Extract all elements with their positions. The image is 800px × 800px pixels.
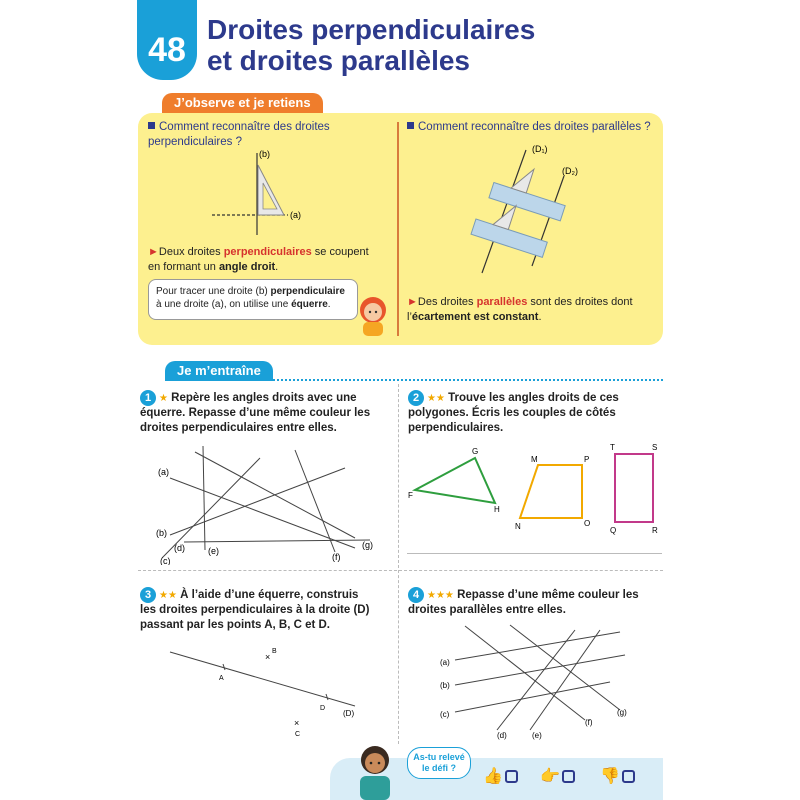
ex-line-1: Trouve les angles droits de ces (448, 392, 619, 404)
rule-text: Des droites (417, 296, 477, 308)
ex1-label-d: (d) (174, 543, 185, 553)
row-divider (138, 570, 663, 571)
question-line-1: Comment reconnaître des droites (159, 121, 330, 133)
label-d2: (D₂) (562, 166, 578, 176)
girl-character-icon (355, 292, 391, 336)
thumb-down-icon: 👎 (600, 768, 620, 785)
pt-t: T (610, 443, 615, 452)
pt-f: F (408, 491, 413, 500)
tip-text: Pour tracer une droite (b) (156, 286, 271, 297)
exercise-number: 2 (408, 390, 424, 406)
rect-tsrq (615, 454, 653, 522)
cross-c: × (294, 718, 300, 728)
observe-divider (397, 122, 399, 336)
ex-line-2: les droites perpendiculaires à la droite (D) (140, 604, 370, 616)
ex1-label-g: (g) (362, 540, 373, 550)
train-section-tab: Je m’entraîne (165, 361, 273, 381)
bullet-square-icon (407, 122, 414, 129)
exercise-2-figure (405, 440, 665, 545)
ex-line-1: Repère les angles droits avec une (171, 392, 357, 404)
answer-line (407, 553, 662, 554)
difficulty-stars: ★★ (159, 590, 177, 601)
ex1-line-f (295, 450, 335, 552)
exercise-3-instructions (140, 587, 369, 633)
question-line-2: perpendiculaires ? (148, 136, 242, 148)
rule-keyword-2: angle droit (218, 261, 276, 273)
pt-r: R (652, 526, 658, 535)
ex4-label-g: (g) (617, 708, 627, 717)
lesson-number-badge (137, 0, 197, 80)
ex4-label-f: (f) (585, 718, 593, 727)
tip-keyword: perpendiculaire (270, 286, 345, 297)
tick-a (223, 664, 225, 670)
triangle-fgh (415, 458, 495, 503)
ex4-label-c: (c) (440, 710, 450, 719)
quad-mpon (520, 465, 582, 518)
ex-line-1: À l’aide d’une équerre, construis (180, 589, 359, 601)
ex1-label-b: (b) (156, 528, 167, 538)
ex4-line-b (455, 655, 625, 685)
exercise-1-figure (140, 440, 390, 565)
arrow-right-icon: ► (407, 296, 418, 308)
ex1-line-e (203, 446, 205, 550)
pt-b: B (272, 648, 277, 655)
tip-end: . (327, 299, 331, 310)
parallel-figure (460, 138, 600, 283)
rule-text-2: l’ (407, 311, 412, 323)
ex1-label-a: (a) (158, 467, 169, 477)
lesson-number: 48 (148, 31, 186, 69)
ex1-label-e: (e) (208, 546, 219, 556)
rule-keyword: perpendiculaires (223, 246, 312, 258)
ex-line-2: droites parallèles entre elles. (408, 604, 566, 616)
thumb-up-icon: 👍 (483, 768, 503, 785)
ex-line-1: Repasse d’une même couleur les (457, 589, 639, 601)
rule-end: . (275, 261, 279, 273)
ex4-label-e: (e) (532, 731, 542, 740)
exercise-3-figure (160, 640, 370, 740)
rating-checkbox[interactable] (505, 770, 518, 783)
bullet-square-icon (148, 122, 155, 129)
rating-checkbox[interactable] (562, 770, 575, 783)
train-divider (260, 379, 663, 381)
pt-q: Q (610, 526, 617, 535)
difficulty-stars: ★ (159, 393, 168, 404)
ex1-label-c: (c) (160, 556, 171, 565)
ex-line-3: droites perpendiculaires entre elles. (140, 422, 337, 434)
ex-line-2: équerre. Repasse d’une même couleur les (140, 407, 371, 419)
pt-m: M (531, 455, 538, 464)
ex4-label-d: (d) (497, 731, 507, 740)
arrow-right-icon: ► (148, 246, 159, 258)
exercise-1-instructions (140, 390, 370, 436)
tip-text-2: à une droite (a), on utilise une (156, 299, 292, 310)
question-text: Comment reconnaître des droites parallèles ? (418, 121, 651, 133)
ruler-top-icon (489, 159, 573, 221)
exercise-number: 3 (140, 587, 156, 603)
ex1-label-f: (f) (332, 552, 341, 562)
label-a: (a) (290, 210, 301, 220)
exercise-4-figure (435, 620, 645, 742)
ex4-line-g (510, 625, 620, 710)
thumb-side-icon: 👉 (540, 768, 560, 785)
ex1-line-d (184, 540, 370, 542)
exercise-number: 1 (140, 390, 156, 406)
defi-line-1: As-tu relevé (413, 752, 465, 762)
exercise-2-instructions (408, 390, 619, 436)
rule-text-mid: se coupent (311, 246, 369, 258)
rating-medium[interactable] (540, 766, 575, 786)
label-d1: (D₁) (532, 144, 548, 154)
ex1-line-b (170, 468, 345, 535)
rule-text-2: en formant un (148, 261, 219, 273)
pt-s: S (652, 443, 658, 452)
pt-a: A (219, 675, 224, 682)
defi-line-2: le défi ? (421, 763, 456, 773)
rule-keyword-2: écartement est constant (411, 311, 539, 323)
pt-n: N (515, 522, 521, 531)
observe-section-tab: J’observe et je retiens (162, 93, 323, 113)
rating-bad[interactable] (600, 766, 635, 786)
ex4-label-b: (b) (440, 681, 450, 690)
rule-end: . (538, 311, 542, 323)
pt-h: H (494, 505, 500, 514)
label-b: (b) (259, 149, 270, 159)
defi-bubble (407, 747, 471, 779)
perpendicular-rule (148, 245, 369, 275)
parallel-rule (407, 295, 633, 325)
rule-text-mid: sont des droites dont (527, 296, 633, 308)
pt-p: P (584, 455, 590, 464)
label-d-line: (D) (343, 709, 355, 718)
pt-g: G (472, 447, 479, 456)
page-title (207, 14, 535, 76)
line-d1 (482, 150, 526, 273)
parallel-question (407, 120, 651, 135)
ex1-line-g (195, 452, 355, 538)
cross-b: × (265, 652, 271, 662)
difficulty-stars: ★★ (427, 393, 445, 404)
rating-checkbox[interactable] (622, 770, 635, 783)
ex-line-2: polygones. Écris les couples de côtés (408, 407, 616, 419)
column-divider (398, 384, 399, 744)
pt-c: C (295, 731, 301, 738)
exercise-number: 4 (408, 587, 424, 603)
perpendicular-figure (200, 145, 310, 240)
difficulty-stars: ★★★ (427, 590, 454, 601)
ex-line-3: passant par les points A, B, C et D. (140, 619, 331, 631)
title-line-1: Droites perpendiculaires (207, 14, 536, 45)
tip-keyword-2: équerre (291, 299, 328, 310)
pt-o: O (584, 519, 591, 528)
rule-keyword: parallèles (476, 296, 528, 308)
exercise-4-instructions (408, 587, 639, 618)
tip-bubble (148, 279, 358, 320)
ex4-label-a: (a) (440, 658, 450, 667)
rule-text: Deux droites (158, 246, 224, 258)
set-square-hole (263, 183, 277, 209)
ex4-line-c (455, 682, 610, 712)
boy-character-icon (350, 738, 400, 800)
title-line-2: et droites parallèles (207, 45, 471, 76)
pt-d: D (320, 705, 326, 712)
tick-d (326, 694, 328, 700)
ex-line-3: perpendiculaires. (408, 422, 504, 434)
rating-good[interactable] (483, 766, 518, 786)
